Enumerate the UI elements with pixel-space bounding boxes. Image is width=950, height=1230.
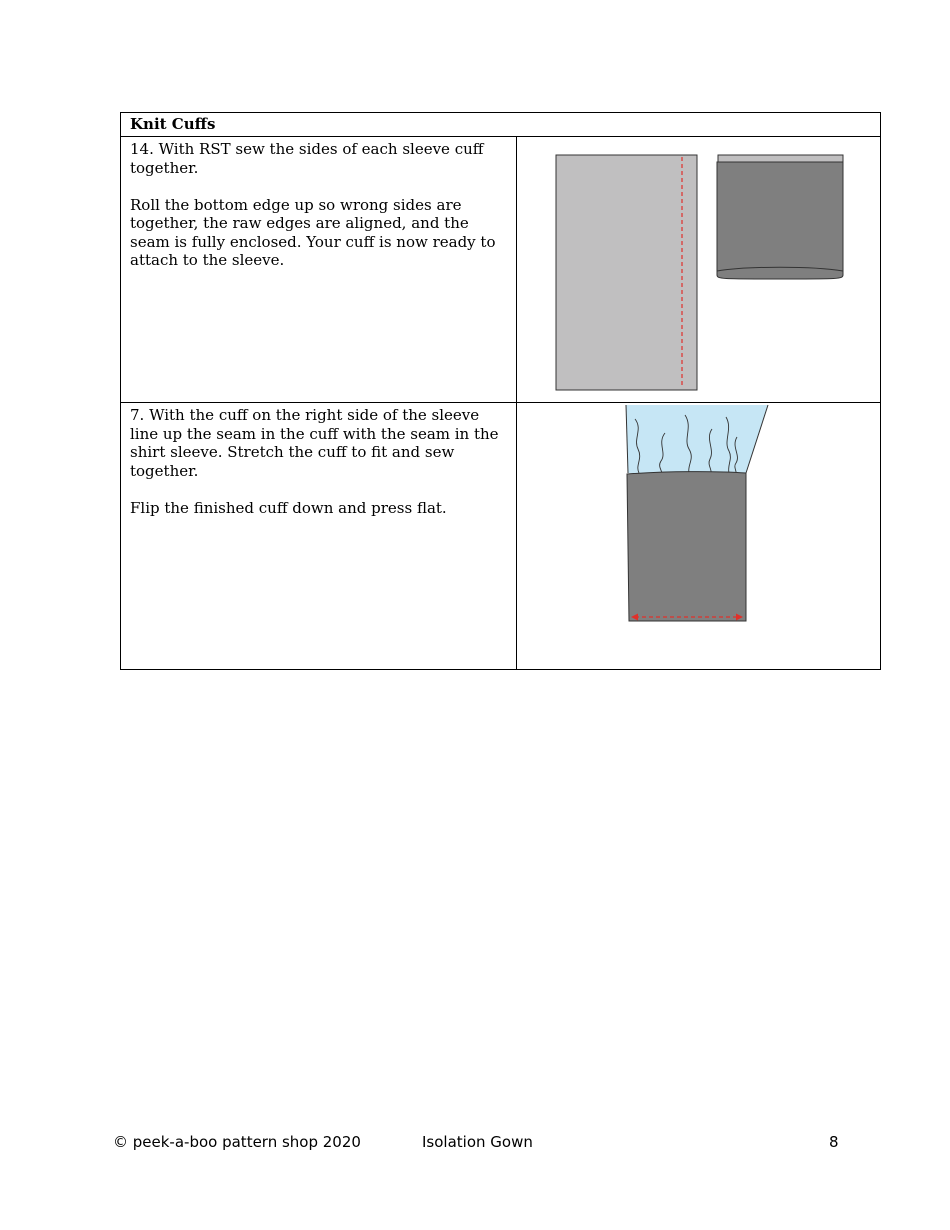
step-text-cell	[121, 137, 517, 403]
step-instruction: 14. With RST sew the sides of each sleeve cuff together.	[130, 140, 484, 177]
sleeve-shape	[626, 405, 768, 473]
document-title: Isolation Gown	[422, 1133, 533, 1151]
page-footer	[0, 1133, 950, 1153]
page-number: 8	[829, 1133, 839, 1151]
step-illustration-cell	[517, 137, 881, 403]
cuff-attached-illustration	[517, 403, 879, 666]
step-text-cell	[121, 403, 517, 670]
step-instruction: Roll the bottom edge up so wrong sides are together, the raw edges are aligned, and the seam is fully enclosed. Your cuff is now ready to attach to the sleeve.	[130, 195, 496, 269]
step-illustration-cell	[517, 403, 881, 670]
attached-cuff-shape	[627, 472, 746, 621]
instructions-table	[120, 112, 881, 670]
step-row	[121, 137, 881, 403]
section-title: Knit Cuffs	[121, 113, 881, 137]
copyright-text: © peek-a-boo pattern shop 2020	[113, 1133, 361, 1151]
step-row	[121, 403, 881, 670]
step-instruction: Flip the finished cuff down and press flat.	[130, 498, 447, 517]
cuff-sewn-illustration	[517, 137, 879, 399]
step-instruction: 7. With the cuff on the right side of the sleeve line up the seam in the cuff with the seam in the shirt sleeve. Stretch the cuff to fit and sew together.	[130, 406, 499, 480]
rolled-cuff-shape	[717, 162, 843, 279]
flat-cuff-shape	[556, 155, 697, 390]
rolled-cuff-top-edge	[718, 155, 843, 162]
